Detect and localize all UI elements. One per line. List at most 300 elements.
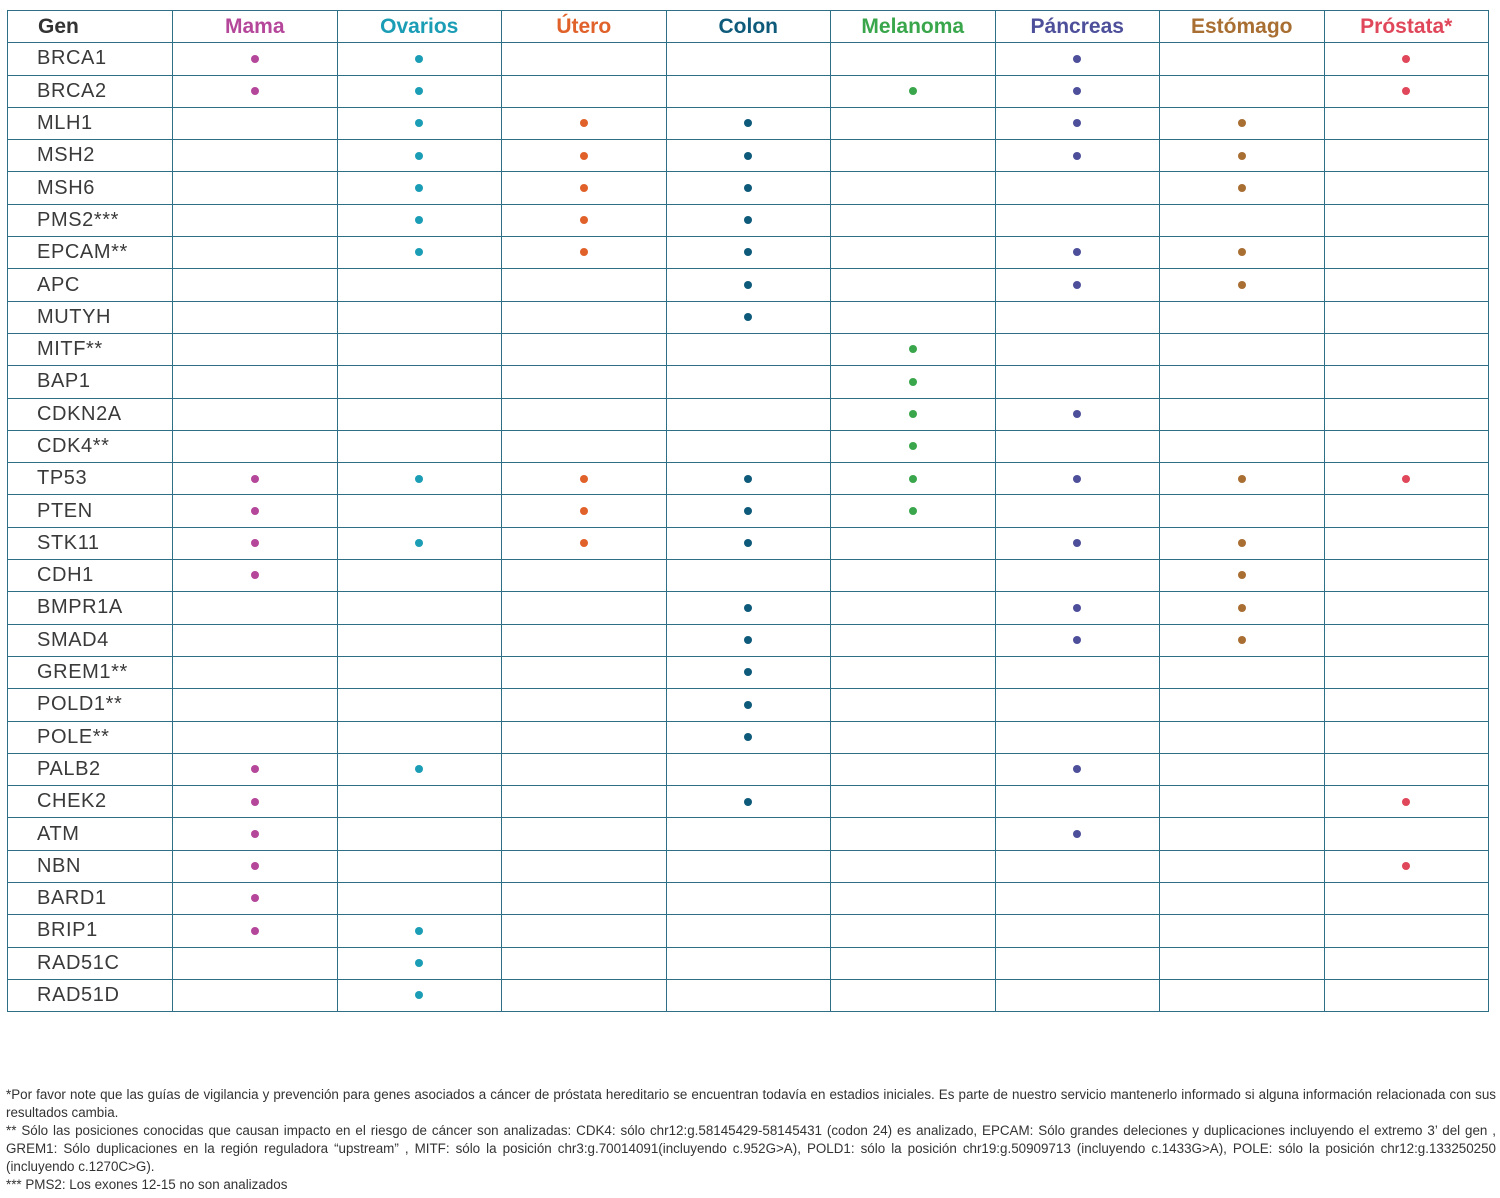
table-cell (1324, 721, 1489, 753)
gene-name: RAD51C (8, 947, 173, 979)
table-row (8, 107, 1489, 139)
table-cell (337, 43, 502, 75)
table-cell (666, 592, 831, 624)
table-cell (831, 527, 996, 559)
table-cell (173, 656, 338, 688)
association-dot-icon (1238, 539, 1246, 547)
table-cell (173, 979, 338, 1011)
table-row (8, 463, 1489, 495)
table-cell (666, 398, 831, 430)
column-header-próstata: Próstata* (1324, 11, 1489, 43)
association-dot-icon (744, 475, 752, 483)
table-cell (995, 43, 1160, 75)
table-cell (666, 818, 831, 850)
table-cell (831, 947, 996, 979)
table-cell (1324, 979, 1489, 1011)
gene-name: MSH2 (8, 140, 173, 172)
table-cell (1160, 786, 1325, 818)
table-cell (666, 269, 831, 301)
table-cell (995, 398, 1160, 430)
table-cell (337, 592, 502, 624)
table-cell (995, 753, 1160, 785)
table-cell (995, 592, 1160, 624)
table-cell (1160, 656, 1325, 688)
table-row (8, 333, 1489, 365)
table-row (8, 172, 1489, 204)
table-cell (831, 204, 996, 236)
table-row (8, 818, 1489, 850)
table-row (8, 753, 1489, 785)
association-dot-icon (1073, 475, 1081, 483)
table-row (8, 75, 1489, 107)
table-row (8, 689, 1489, 721)
association-dot-icon (1073, 410, 1081, 418)
table-cell (337, 463, 502, 495)
table-cell (1160, 721, 1325, 753)
table-cell (1160, 527, 1325, 559)
table-cell (502, 689, 667, 721)
gene-name: EPCAM** (8, 237, 173, 269)
association-dot-icon (744, 701, 752, 709)
table-cell (995, 883, 1160, 915)
table-cell (1160, 689, 1325, 721)
table-cell (502, 172, 667, 204)
table-body (8, 43, 1489, 1012)
association-dot-icon (1402, 87, 1410, 95)
gene-name: MSH6 (8, 172, 173, 204)
table-cell (995, 172, 1160, 204)
table-row (8, 947, 1489, 979)
table-cell (1160, 624, 1325, 656)
table-cell (1324, 560, 1489, 592)
table-cell (502, 75, 667, 107)
table-cell (502, 947, 667, 979)
table-row (8, 850, 1489, 882)
table-cell (666, 979, 831, 1011)
table-cell (1160, 237, 1325, 269)
table-cell (831, 721, 996, 753)
table-cell (337, 204, 502, 236)
column-header-estómago: Estómago (1160, 11, 1325, 43)
association-dot-icon (744, 281, 752, 289)
association-dot-icon (415, 216, 423, 224)
table-cell (173, 786, 338, 818)
table-cell (1160, 947, 1325, 979)
table-cell (502, 463, 667, 495)
column-header-páncreas: Páncreas (995, 11, 1160, 43)
table-cell (1160, 979, 1325, 1011)
footnote-positions: ** Sólo las posiciones conocidas que causan impacto en el riesgo de cáncer son analizadas: CDK4: sólo chr12:g.58145429-58145431 (codon 24) es analizado, EPCAM: Sólo grandes deleciones y duplicaciones incluyendo el extremo 3’ del gen , GREM1: Sólo duplicaciones en la región reguladora “upstream” , MITF: sólo la posición chr3:g.70014091(incluyendo c.952G>A), POLD1: sólo la posición chr19:g.50909713 (incluyendo c.1433G>A), POLE: sólo la posición chr12:g.133250250 (incluyendo c.1270C>G). (6, 1123, 1496, 1174)
association-dot-icon (1073, 55, 1081, 63)
table-cell (666, 237, 831, 269)
table-cell (995, 915, 1160, 947)
association-dot-icon (251, 507, 259, 515)
table-cell (831, 656, 996, 688)
table-cell (337, 140, 502, 172)
table-cell (831, 430, 996, 462)
table-cell (1160, 463, 1325, 495)
table-cell (666, 786, 831, 818)
table-row (8, 366, 1489, 398)
association-dot-icon (251, 765, 259, 773)
table-cell (666, 850, 831, 882)
association-dot-icon (580, 184, 588, 192)
association-dot-icon (415, 184, 423, 192)
association-dot-icon (580, 248, 588, 256)
association-dot-icon (744, 733, 752, 741)
table-cell (666, 915, 831, 947)
table-cell (1160, 43, 1325, 75)
table-cell (1160, 495, 1325, 527)
association-dot-icon (1238, 571, 1246, 579)
association-dot-icon (1073, 119, 1081, 127)
association-dot-icon (1073, 281, 1081, 289)
table-cell (831, 915, 996, 947)
table-cell (1160, 753, 1325, 785)
association-dot-icon (909, 87, 917, 95)
table-cell (995, 140, 1160, 172)
association-dot-icon (1238, 248, 1246, 256)
table-cell (173, 463, 338, 495)
association-dot-icon (415, 55, 423, 63)
table-cell (1324, 786, 1489, 818)
column-header-ovarios: Ovarios (337, 11, 502, 43)
table-cell (831, 495, 996, 527)
association-dot-icon (1402, 798, 1410, 806)
table-cell (1324, 527, 1489, 559)
column-header-colon: Colon (666, 11, 831, 43)
gene-name: ATM (8, 818, 173, 850)
table-cell (502, 107, 667, 139)
table-cell (1160, 333, 1325, 365)
table-row (8, 721, 1489, 753)
table-cell (337, 689, 502, 721)
table-cell (1160, 204, 1325, 236)
association-dot-icon (744, 313, 752, 321)
table-cell (995, 107, 1160, 139)
table-cell (502, 398, 667, 430)
association-dot-icon (744, 668, 752, 676)
table-cell (666, 204, 831, 236)
table-row (8, 430, 1489, 462)
table-row (8, 269, 1489, 301)
table-cell (173, 883, 338, 915)
table-cell (995, 495, 1160, 527)
association-dot-icon (909, 345, 917, 353)
table-cell (337, 721, 502, 753)
table-cell (337, 947, 502, 979)
table-cell (502, 624, 667, 656)
table-cell (995, 301, 1160, 333)
table-cell (666, 495, 831, 527)
table-cell (337, 624, 502, 656)
table-cell (337, 883, 502, 915)
table-cell (666, 527, 831, 559)
table-cell (831, 753, 996, 785)
table-cell (666, 883, 831, 915)
table-cell (831, 140, 996, 172)
association-dot-icon (251, 798, 259, 806)
table-cell (995, 818, 1160, 850)
gene-name: PALB2 (8, 753, 173, 785)
table-cell (173, 172, 338, 204)
association-dot-icon (1073, 604, 1081, 612)
table-cell (995, 560, 1160, 592)
association-dot-icon (415, 475, 423, 483)
gene-name: MUTYH (8, 301, 173, 333)
table-cell (337, 818, 502, 850)
gene-name: CDK4** (8, 430, 173, 462)
table-cell (173, 753, 338, 785)
table-cell (1160, 172, 1325, 204)
column-header-mama: Mama (173, 11, 338, 43)
table-cell (173, 915, 338, 947)
table-cell (666, 172, 831, 204)
association-dot-icon (744, 184, 752, 192)
gene-name: PMS2*** (8, 204, 173, 236)
table-cell (1324, 333, 1489, 365)
table-row (8, 301, 1489, 333)
association-dot-icon (415, 248, 423, 256)
gene-column-header: Gen (8, 11, 173, 43)
table-cell (337, 237, 502, 269)
table-cell (666, 366, 831, 398)
gene-name: CHEK2 (8, 786, 173, 818)
gene-name: APC (8, 269, 173, 301)
table-cell (995, 430, 1160, 462)
table-cell (1160, 883, 1325, 915)
association-dot-icon (1238, 636, 1246, 644)
association-dot-icon (909, 507, 917, 515)
association-dot-icon (1238, 475, 1246, 483)
gene-name: TP53 (8, 463, 173, 495)
table-cell (1324, 43, 1489, 75)
table-row (8, 883, 1489, 915)
table-cell (1160, 140, 1325, 172)
table-cell (337, 979, 502, 1011)
table-cell (995, 75, 1160, 107)
gene-name: BARD1 (8, 883, 173, 915)
table-cell (831, 850, 996, 882)
footnote-pms2: *** PMS2: Los exones 12-15 no son analizados (6, 1177, 288, 1192)
table-cell (337, 398, 502, 430)
table-cell (1160, 818, 1325, 850)
table-cell (337, 107, 502, 139)
gene-name: NBN (8, 850, 173, 882)
table-row (8, 656, 1489, 688)
table-cell (502, 656, 667, 688)
table-cell (995, 204, 1160, 236)
table-cell (666, 463, 831, 495)
table-cell (995, 624, 1160, 656)
table-cell (337, 172, 502, 204)
association-dot-icon (580, 507, 588, 515)
table-cell (666, 721, 831, 753)
column-header-melanoma: Melanoma (831, 11, 996, 43)
association-dot-icon (415, 765, 423, 773)
gene-name: CDKN2A (8, 398, 173, 430)
association-dot-icon (1238, 152, 1246, 160)
table-cell (1160, 75, 1325, 107)
table-cell (173, 301, 338, 333)
table-cell (1324, 624, 1489, 656)
gene-name: POLE** (8, 721, 173, 753)
table-cell (173, 624, 338, 656)
association-dot-icon (744, 604, 752, 612)
table-cell (502, 430, 667, 462)
table-cell (831, 463, 996, 495)
table-cell (1160, 850, 1325, 882)
table-cell (337, 75, 502, 107)
table-cell (502, 204, 667, 236)
table-cell (337, 333, 502, 365)
table-cell (666, 560, 831, 592)
table-row (8, 592, 1489, 624)
table-cell (1324, 269, 1489, 301)
association-dot-icon (1238, 184, 1246, 192)
association-dot-icon (251, 55, 259, 63)
table-cell (831, 75, 996, 107)
table-cell (502, 237, 667, 269)
association-dot-icon (415, 87, 423, 95)
table-cell (1324, 495, 1489, 527)
table-cell (831, 172, 996, 204)
table-cell (337, 430, 502, 462)
table-cell (173, 689, 338, 721)
table-cell (995, 527, 1160, 559)
table-cell (337, 850, 502, 882)
association-dot-icon (909, 410, 917, 418)
table-cell (173, 850, 338, 882)
association-dot-icon (1402, 55, 1410, 63)
association-dot-icon (415, 927, 423, 935)
table-cell (1324, 237, 1489, 269)
association-dot-icon (415, 991, 423, 999)
association-dot-icon (580, 152, 588, 160)
association-dot-icon (580, 216, 588, 224)
association-dot-icon (1238, 119, 1246, 127)
table-cell (995, 947, 1160, 979)
table-cell (502, 560, 667, 592)
table-cell (173, 237, 338, 269)
table-cell (1324, 430, 1489, 462)
gene-name: BRCA2 (8, 75, 173, 107)
table-cell (831, 560, 996, 592)
table-cell (173, 140, 338, 172)
table-cell (666, 43, 831, 75)
table-cell (1160, 366, 1325, 398)
table-cell (502, 721, 667, 753)
table-row (8, 398, 1489, 430)
gene-name: MITF** (8, 333, 173, 365)
table-cell (995, 366, 1160, 398)
association-dot-icon (744, 798, 752, 806)
table-cell (831, 689, 996, 721)
association-dot-icon (415, 119, 423, 127)
table-cell (337, 495, 502, 527)
table-cell (666, 753, 831, 785)
association-dot-icon (1073, 248, 1081, 256)
table-cell (502, 850, 667, 882)
table-cell (1160, 398, 1325, 430)
table-cell (502, 269, 667, 301)
association-dot-icon (251, 894, 259, 902)
table-cell (666, 301, 831, 333)
association-dot-icon (1073, 539, 1081, 547)
table-cell (995, 979, 1160, 1011)
association-dot-icon (251, 475, 259, 483)
association-dot-icon (1073, 765, 1081, 773)
gene-name: BMPR1A (8, 592, 173, 624)
table-cell (995, 237, 1160, 269)
column-header-útero: Útero (502, 11, 667, 43)
association-dot-icon (251, 87, 259, 95)
table-cell (995, 333, 1160, 365)
table-cell (1160, 915, 1325, 947)
gene-cancer-table (7, 10, 1489, 1012)
gene-name: BAP1 (8, 366, 173, 398)
table-cell (337, 915, 502, 947)
association-dot-icon (909, 475, 917, 483)
table-row (8, 915, 1489, 947)
table-cell (173, 721, 338, 753)
association-dot-icon (415, 539, 423, 547)
table-cell (995, 656, 1160, 688)
table-cell (173, 204, 338, 236)
table-cell (502, 366, 667, 398)
association-dot-icon (744, 507, 752, 515)
table-cell (502, 915, 667, 947)
association-dot-icon (1073, 636, 1081, 644)
table-cell (502, 140, 667, 172)
table-cell (1160, 301, 1325, 333)
table-cell (173, 398, 338, 430)
association-dot-icon (1073, 830, 1081, 838)
association-dot-icon (1073, 152, 1081, 160)
table-cell (995, 721, 1160, 753)
table-cell (831, 883, 996, 915)
association-dot-icon (251, 571, 259, 579)
table-cell (666, 947, 831, 979)
table-cell (831, 786, 996, 818)
table-row (8, 560, 1489, 592)
gene-name: BRIP1 (8, 915, 173, 947)
table-cell (666, 656, 831, 688)
table-cell (502, 753, 667, 785)
association-dot-icon (580, 539, 588, 547)
association-dot-icon (415, 152, 423, 160)
association-dot-icon (744, 152, 752, 160)
association-dot-icon (744, 248, 752, 256)
table-cell (1324, 850, 1489, 882)
table-cell (173, 818, 338, 850)
table-cell (995, 786, 1160, 818)
table-cell (831, 818, 996, 850)
table-row (8, 140, 1489, 172)
table-cell (337, 656, 502, 688)
table-cell (831, 398, 996, 430)
table-cell (1324, 753, 1489, 785)
table-cell (1160, 560, 1325, 592)
association-dot-icon (744, 636, 752, 644)
table-cell (831, 269, 996, 301)
table-cell (831, 624, 996, 656)
table-cell (995, 463, 1160, 495)
association-dot-icon (1238, 281, 1246, 289)
table-cell (666, 624, 831, 656)
table-cell (173, 495, 338, 527)
association-dot-icon (251, 862, 259, 870)
